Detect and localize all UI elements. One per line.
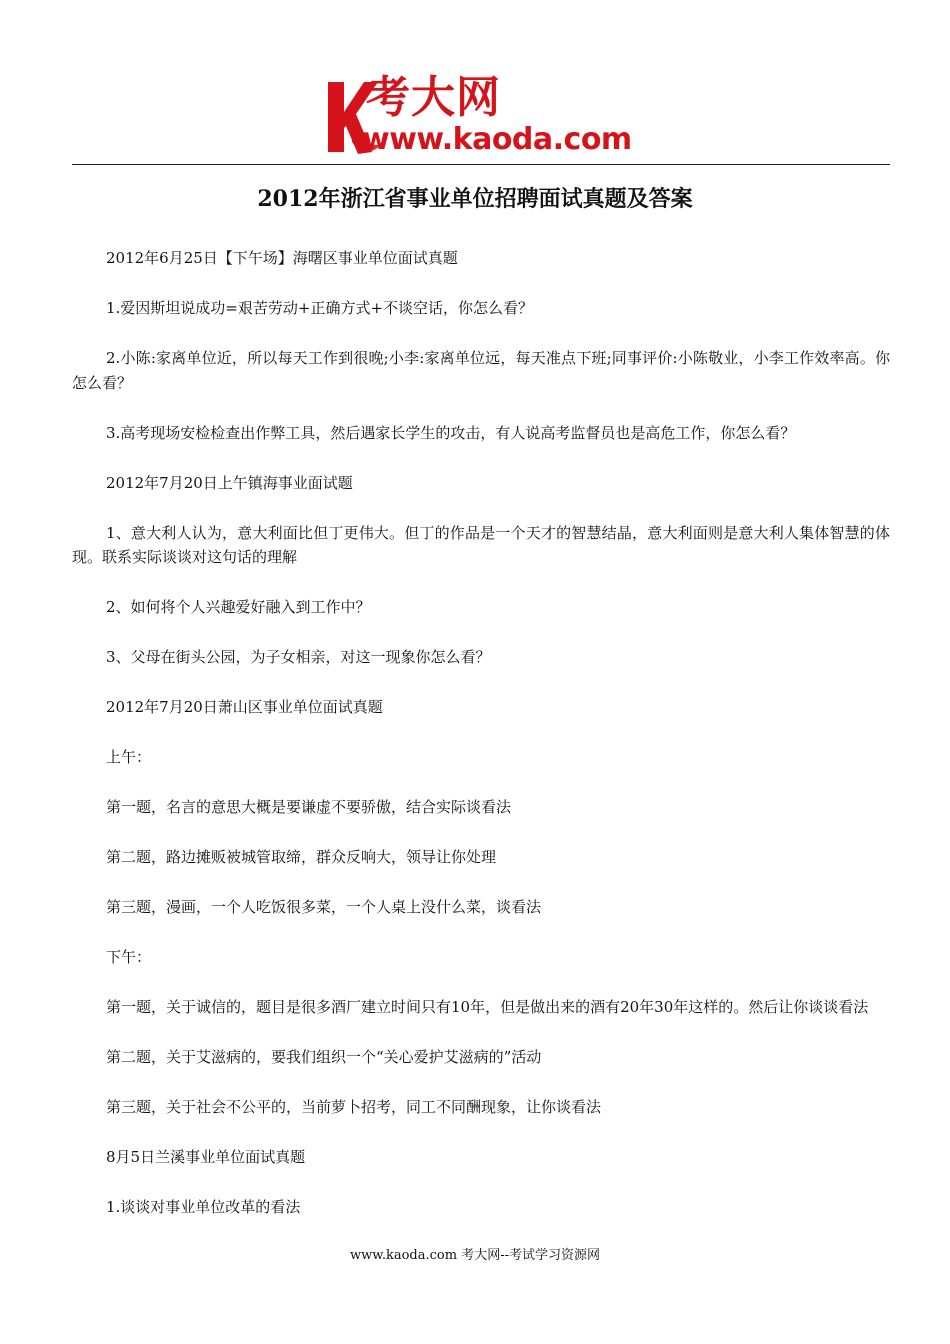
question-paragraph: 2.小陈:家离单位近，所以每天工作到很晚;小李:家离单位远，每天准点下班;同事评价:小陈敬业，小李工作效率高。你怎么看？ [72, 349, 890, 392]
section-heading: 8月5日兰溪事业单位面试真题 [106, 1148, 306, 1166]
kaoda-logo[interactable] [322, 72, 652, 162]
document-title: 2012年浙江省事业单位招聘面试真题及答案 [257, 186, 693, 212]
section-heading: 2012年7月20日萧山区事业单位面试真题 [106, 698, 383, 716]
section-heading: 2012年6月25日【下午场】海曙区事业单位面试真题 [106, 249, 458, 267]
question-paragraph: 1、意大利人认为，意大利面比但丁更伟大。但丁的作品是一个天才的智慧结晶，意大利面则是意大利人集体智慧的体现。联系实际谈谈对这句话的理解 [72, 523, 890, 566]
section-heading: 2012年7月20日上午镇海事业面试题 [106, 473, 353, 492]
page-footer: www.kaoda.com 考大网--考试学习资源网 [350, 1248, 600, 1263]
question-paragraph: 1.爱因斯坦说成功=艰苦劳动+正确方式+不谈空话，你怎么看？ [106, 299, 534, 317]
question-paragraph: 第一题，关于诚信的，题目是很多酒厂建立时间只有10年，但是做出来的酒有20年30年这样的。然后让你谈谈看法 [106, 998, 869, 1016]
document-body [72, 246, 890, 1220]
question-paragraph: 第三题，关于社会不公平的，当前萝卜招考，同工不同酬现象，让你谈看法 [106, 1098, 602, 1116]
question-paragraph: 3.高考现场安检检查出作弊工具，然后遇家长学生的攻击，有人说高考监督员也是高危工作，你怎么看？ [106, 423, 796, 442]
question-paragraph: 3、父母在街头公园，为子女相亲，对这一现象你怎么看？ [106, 648, 491, 666]
logo-url-text: www.kaoda.com [362, 122, 632, 157]
question-paragraph: 2、如何将个人兴趣爱好融入到工作中？ [106, 598, 371, 616]
session-label: 下午： [106, 948, 152, 966]
question-paragraph: 第二题，关于艾滋病的，要我们组织一个“关心爱护艾滋病的”活动 [106, 1048, 542, 1066]
logo-chinese-text: 考大网 [366, 72, 501, 123]
question-paragraph: 1.谈谈对事业单位改革的看法 [106, 1198, 301, 1216]
header-divider [72, 164, 890, 165]
question-paragraph: 第一题，名言的意思大概是要谦虚不要骄傲，结合实际谈看法 [106, 798, 512, 816]
question-paragraph: 第二题，路边摊贩被城管取缔，群众反响大，领导让你处理 [106, 848, 497, 866]
question-paragraph: 第三题，漫画，一个人吃饭很多菜，一个人桌上没什么菜，谈看法 [106, 898, 542, 916]
session-label: 上午： [106, 748, 152, 766]
